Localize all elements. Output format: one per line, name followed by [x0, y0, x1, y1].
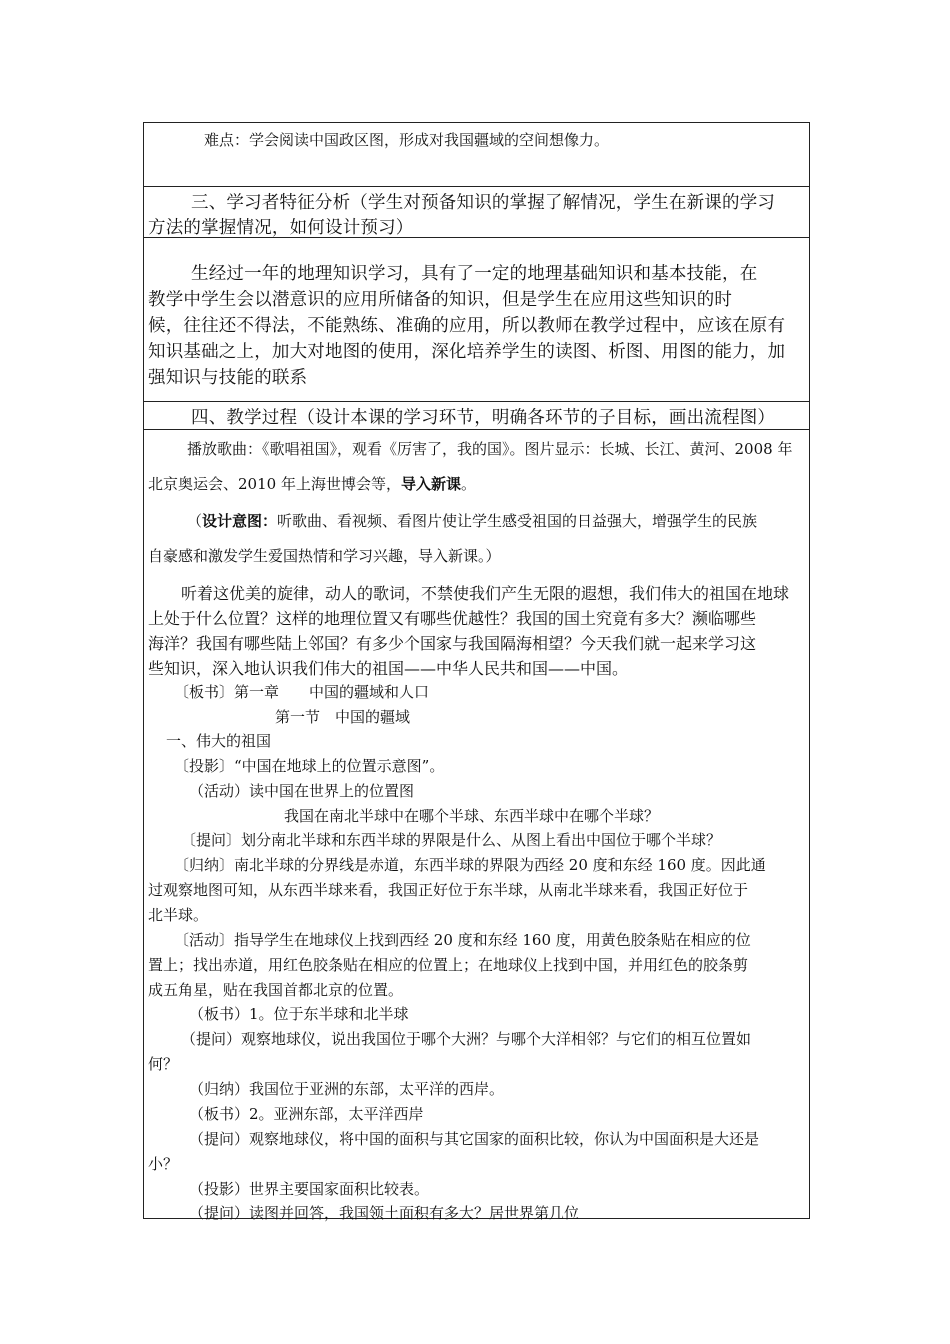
learner-analysis-heading-line-2: 方法的掌握情况，如何设计预习） [148, 218, 414, 238]
intro-line-1: 播放歌曲：《歌唱祖国》，观看《厉害了，我的国》。图片显示：长城、长江、黄河、2008 年 [187, 440, 793, 458]
difficulty-text: 难点：学会阅读中国政区图，形成对我国疆域的空间想像力。 [204, 131, 610, 149]
difficulty-cell [144, 123, 809, 187]
board-chapter: 〔板书〕第一章 中国的疆域和人口 [174, 683, 430, 701]
paren-open: （ [187, 512, 203, 530]
design-intent-label: 设计意图： [202, 512, 278, 530]
body-line: 置上；找出赤道，用红色胶条贴在相应的位置上；在地球仪上找到中国，并用红色的胶条剪 [148, 956, 749, 974]
body-line: （提问）读图并回答，我国领土面积有多大？居世界第几位 [189, 1204, 580, 1222]
body-line: 些知识，深入地认识我们伟大的祖国——中华人民共和国——中国。 [148, 659, 629, 678]
design-intent-line-2: 自豪感和激发学生爱国热情和学习兴趣，导入新课。） [148, 547, 501, 565]
intro-line-2 [148, 473, 476, 494]
body-line: （提问）观察地球仪，说出我国位于哪个大洲？与哪个大洋相邻？与它们的相互位置如 [181, 1030, 752, 1048]
learner-analysis-heading-cell [144, 187, 809, 238]
teaching-process-heading: 四、教学过程（设计本课的学习环节，明确各环节的子目标，画出流程图） [191, 408, 776, 428]
learner-analysis-line: 候，往往还不得法，不能熟练、准确的应用，所以教师在教学过程中，应该在原有 [148, 316, 786, 336]
learner-analysis-body-cell [144, 238, 809, 402]
learner-analysis-line: 强知识与技能的联系 [148, 368, 308, 388]
body-line: （活动）读中国在世界上的位置图 [189, 782, 415, 800]
teaching-process-body-cell [144, 430, 809, 1222]
intro-period: 。 [460, 475, 476, 493]
learner-analysis-heading-line-1: 三、学习者特征分析（学生对预备知识的掌握了解情况，学生在新课的学习 [191, 193, 776, 213]
design-intent-text: 听歌曲、看视频、看图片使让学生感受祖国的日益强大，增强学生的民族 [277, 512, 758, 530]
body-line: 何？ [148, 1055, 179, 1073]
body-line: （提问）观察地球仪，将中国的面积与其它国家的面积比较，你认为中国面积是大还是 [189, 1130, 760, 1148]
body-line: （板书）2。亚洲东部，太平洋西岸 [189, 1105, 424, 1123]
body-line: 成五角星，贴在我国首都北京的位置。 [148, 981, 404, 999]
design-intent-line-1 [187, 510, 757, 531]
body-line: 上处于什么位置？这样的地理位置又有哪些优越性？我国的国土究竟有多大？濒临哪些 [148, 609, 757, 628]
body-line: 听着这优美的旋律，动人的歌词，不禁使我们产生无限的遐想，我们伟大的祖国在地球 [181, 584, 790, 603]
body-line: （投影）世界主要国家面积比较表。 [189, 1180, 430, 1198]
body-line: （板书）1。位于东半球和北半球 [189, 1005, 409, 1023]
intro-bold-text: 导入新课 [400, 475, 461, 493]
body-line: 过观察地图可知，从东西半球来看，我国正好位于东半球，从南北半球来看，我国正好位于 [148, 881, 749, 899]
lesson-plan-table [143, 122, 810, 1222]
learner-analysis-line: 教学中学生会以潜意识的应用所储备的知识，但是学生在应用这些知识的时 [148, 290, 733, 310]
body-line: 小？ [148, 1155, 179, 1173]
subheading-great-motherland: 一、伟大的祖国 [166, 732, 272, 750]
body-line: 〔归纳〕南北半球的分界线是赤道，东西半球的界限为西经 20 度和东经 160 度。因此通 [174, 856, 766, 874]
board-section: 第一节 中国的疆域 [275, 708, 411, 726]
body-line: 〔投影〕“中国在地球上的位置示意图”。 [174, 757, 445, 775]
body-line: 北半球。 [148, 906, 209, 924]
body-line: （归纳）我国位于亚洲的东部，太平洋的西岸。 [189, 1080, 505, 1098]
learner-analysis-line: 知识基础之上，加大对地图的使用，深化培养学生的读图、析图、用图的能力，加 [148, 342, 786, 362]
body-line: 〔活动〕指导学生在地球仪上找到西经 20 度和东经 160 度，用黄色胶条贴在相应的位 [174, 931, 751, 949]
body-line: 〔提问〕划分南北半球和东西半球的界限是什么、从图上看出中国位于哪个半球？ [181, 831, 722, 849]
body-line: 我国在南北半球中在哪个半球、东西半球中在哪个半球？ [284, 807, 660, 825]
teaching-process-heading-cell [144, 402, 809, 430]
learner-analysis-line: 生经过一年的地理知识学习，具有了一定的地理基础知识和基本技能，在 [191, 264, 758, 284]
body-line: 海洋？我国有哪些陆上邻国？有多少个国家与我国隔海相望？今天我们就一起来学习这 [148, 634, 757, 653]
intro-text: 北京奥运会、2010 年上海世博会等， [148, 475, 401, 493]
